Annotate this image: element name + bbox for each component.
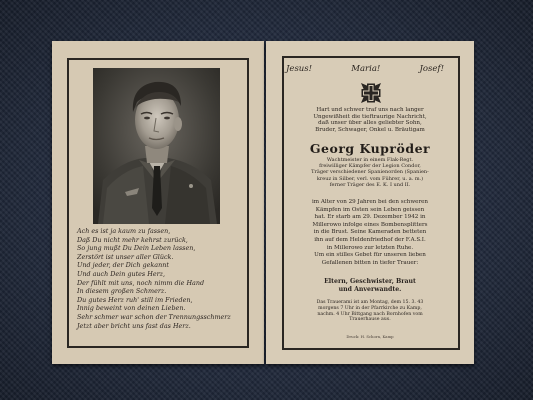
rank-line: Wachtmeister in einem Flak-Regt. [326, 157, 414, 163]
death-line: Um ein stilles Gebet für unseren lieben [314, 252, 426, 259]
poem-line: Ach es ist ja kaum zu fassen, [77, 227, 171, 235]
poem-line: Daß Du nicht mehr kehrst zurück, [77, 235, 188, 244]
service-line: Das Trauerami ist am Montag, dem 15. 3. 43 [316, 300, 424, 305]
death-notice [286, 199, 454, 267]
printer-imprint: Druck: H. Schorn, Kamp [346, 334, 394, 339]
portrait-photo [93, 68, 220, 224]
rank-line: freiwilliger Kämpfer der Legion Condor, [319, 163, 421, 170]
portrait-illustration [93, 68, 220, 224]
funeral-service-info [286, 300, 454, 323]
death-line: in Millerowo zur letzten Ruhe. [326, 244, 414, 251]
poem-line: Innig beweint von deinen Lieben. [77, 304, 186, 313]
intro-line: Bruder, Schwager, Onkel u. Bräutigam [315, 126, 425, 133]
death-line: Millerowo infolge eines Bombensplitters [312, 221, 428, 228]
poem-line: Du gutes Herz ruh' still im Frieden, [77, 295, 193, 304]
poem-line: So jung mußt Du Dein Leben lassen, [77, 244, 196, 253]
rank-line: Träger verschiedener Spanienorden (Spanien- [311, 169, 429, 176]
intro-line: daß unser über alles geliebter Sohn, [318, 120, 422, 127]
memorial-poem [77, 227, 247, 330]
invocation-josef: Josef! [419, 64, 444, 74]
rank-and-honors [286, 157, 454, 188]
intro-text [286, 107, 454, 133]
death-line: ihn auf dem Heldenfriedhof der F.A.S.I. [314, 236, 426, 243]
death-line: in die Brust. Seine Kameraden betteten [313, 229, 427, 236]
poem-line: Und auch Dein gutes Herz, [77, 269, 166, 278]
mourners-line: Eltern, Geschwister, Braut [324, 278, 416, 285]
mourners-line: und Anverwandte. [338, 285, 402, 293]
intro-line: Hart und schwer traf uns nach langer [316, 107, 424, 113]
death-line: hat. Er starb am 29. Dezember 1942 in [314, 214, 426, 221]
death-line: im Alter von 29 Jahren bei den schweren [311, 199, 429, 205]
invocation-header [286, 64, 444, 74]
poem-line: Sehr schmer war schon der Trennungsschmerz [77, 312, 231, 321]
intro-line: Ungewißheit die tieftraurige Nachricht, [313, 113, 427, 120]
poem-line: Und jeder, der Dich gekannt [77, 261, 169, 270]
poem-line: Jetzt aber bricht uns fast das Herz. [77, 321, 191, 330]
iron-cross-icon [360, 82, 382, 104]
service-line: morgens 7 Uhr in der Pfarrkirche zu Kamp, [318, 305, 422, 311]
rank-line: ferner Träger des E. K. I und II. [329, 181, 411, 188]
death-line: Kämpfen im Osten sein Leben geissen [315, 206, 425, 213]
mourners [286, 278, 454, 293]
invocation-maria: Maria! [351, 64, 381, 74]
deceased-name: Georg Kupröder [309, 141, 431, 156]
service-line: nachm. 4 Uhr Bittgang nach Bornhofen vom [317, 311, 423, 317]
poem-line: Zerstört ist unser aller Glück. [77, 252, 174, 261]
service-line: Trauerhause aus. [349, 317, 391, 323]
invocation-jesus: Jesus! [286, 64, 313, 74]
poem-line: Der fühlt mit uns, noch nimm die Hand [77, 278, 205, 287]
death-line: Gefallenen bitten in tiefer Trauer: [321, 259, 419, 266]
poem-line: In diesem großen Schmerz. [77, 287, 167, 296]
rank-line: kreuz in Silber, verl. vom Führer, u. a. m.) [316, 175, 424, 182]
